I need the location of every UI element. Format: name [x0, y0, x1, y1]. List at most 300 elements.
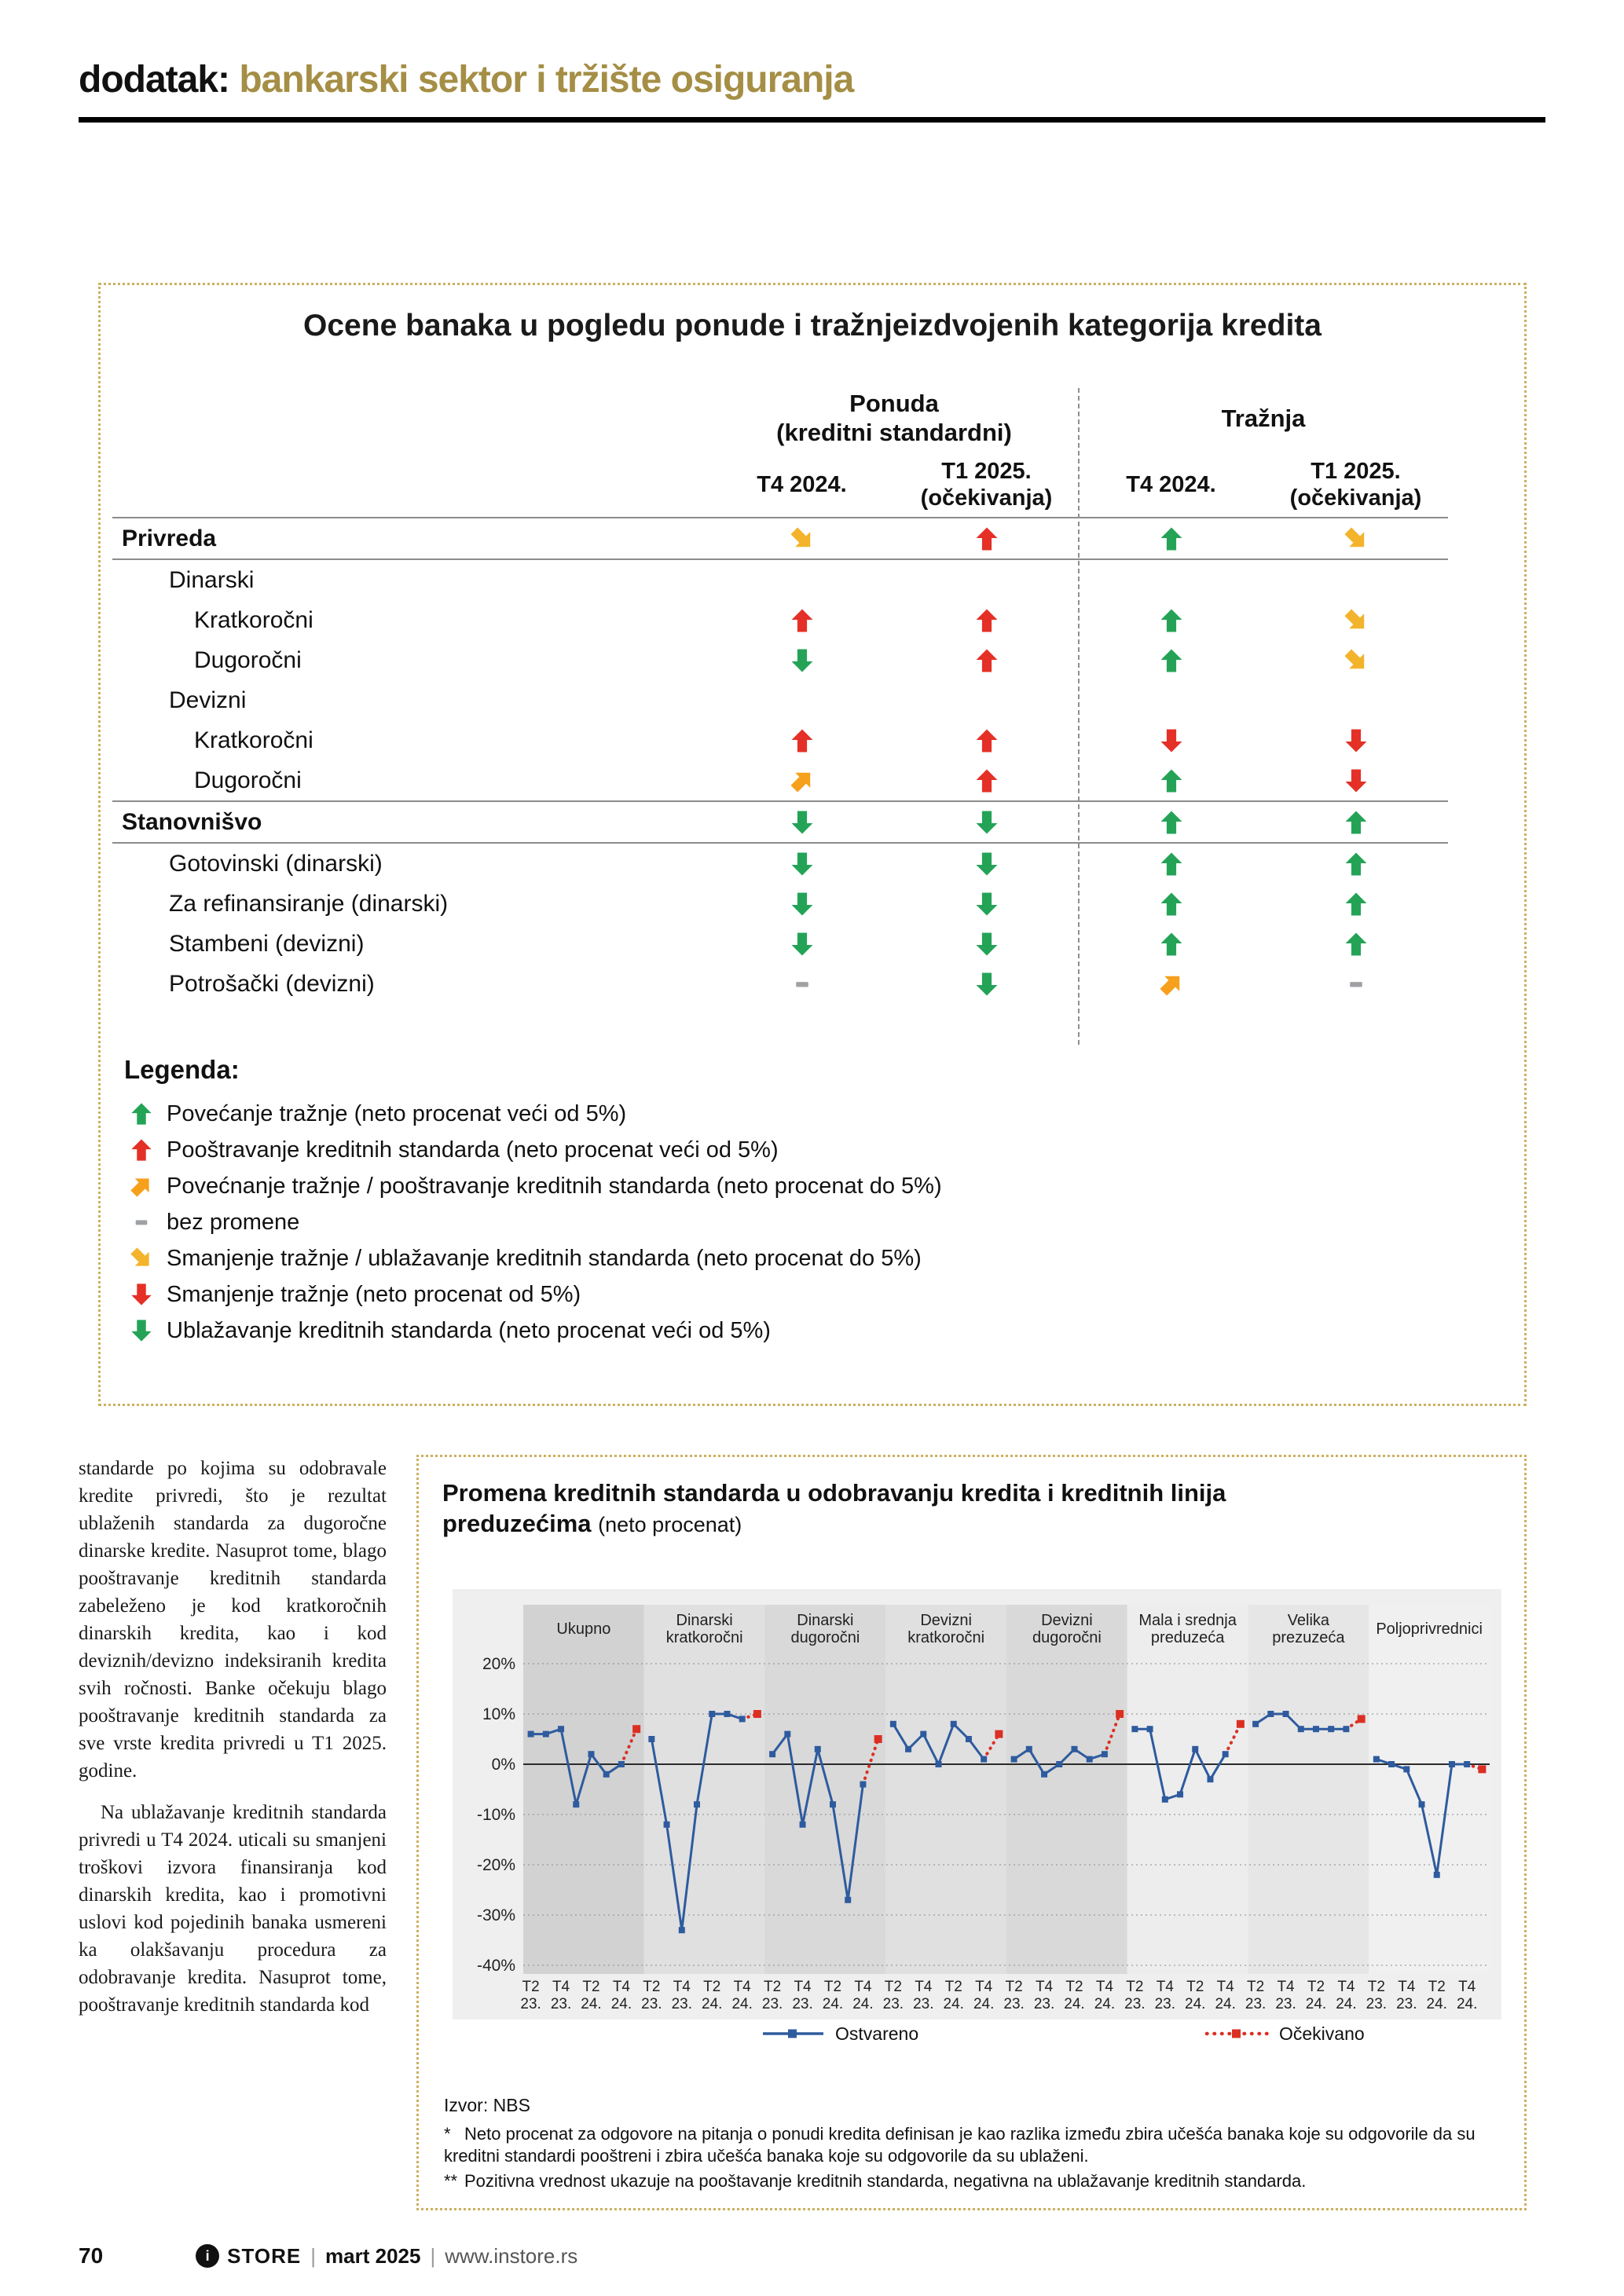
- series-actual-marker: [966, 1736, 972, 1742]
- series-actual-marker: [543, 1731, 549, 1738]
- rating-cell-se-yellow: [1263, 647, 1448, 674]
- dash-icon: [789, 971, 816, 998]
- x-axis-label: 23.: [520, 1996, 541, 2012]
- rating-cell-up-green: [1263, 931, 1448, 958]
- legend-text: Smanjenje tražnje (neto procenat od 5%): [167, 1281, 581, 1307]
- se-yellow-arrow-icon: [129, 1246, 154, 1271]
- ratings-table: [112, 383, 1448, 1004]
- series-actual-marker: [1131, 1726, 1138, 1732]
- series-actual-marker: [784, 1731, 790, 1738]
- x-axis-label: T4: [552, 1979, 570, 1995]
- down-red-arrow-icon: [1343, 767, 1369, 794]
- x-axis-label: 24.: [1185, 1996, 1206, 2012]
- series-actual-marker: [815, 1746, 821, 1752]
- legend-icon-wrap: [124, 1246, 159, 1271]
- x-axis-label: 24.: [943, 1996, 964, 2012]
- legend-text: Povećnanje tražnje / pooštravanje kreditnih standarda (neto procenat do 5%): [167, 1173, 942, 1199]
- x-axis-label: 24.: [1094, 1996, 1116, 2012]
- up-green-arrow-icon: [1158, 931, 1185, 958]
- chart-panel: [644, 1605, 765, 1974]
- down-green-arrow-icon: [973, 931, 1000, 958]
- up-red-arrow-icon: [789, 607, 816, 634]
- y-axis-label: 10%: [482, 1705, 515, 1723]
- x-axis-label: 24.: [852, 1996, 874, 2012]
- panel-label: Devizni: [1041, 1612, 1093, 1629]
- table-row-stambeni-devizni: [112, 924, 1448, 964]
- chart-panel: [1369, 1605, 1490, 1974]
- ratings-table-body: [112, 517, 1448, 1004]
- rating-cell-down-green: [894, 891, 1079, 917]
- row-label: Dugoročni: [194, 646, 302, 673]
- row-label: Devizni: [169, 687, 247, 713]
- up-red-arrow-icon: [789, 727, 816, 754]
- chart-panel: [1248, 1605, 1369, 1974]
- rating-cell-up-green: [1263, 851, 1448, 877]
- row-label: Dinarski: [169, 566, 255, 593]
- series-actual-marker: [936, 1761, 942, 1767]
- legend-icon-wrap: [124, 1101, 159, 1126]
- x-axis-label: T4: [1458, 1979, 1476, 1995]
- series-actual-marker: [709, 1711, 715, 1717]
- series-actual-marker: [664, 1822, 670, 1828]
- x-axis-label: 23.: [1396, 1996, 1417, 2012]
- x-axis-label: T2: [703, 1979, 721, 1995]
- x-axis-label: T4: [1095, 1979, 1114, 1995]
- chart-panel: [885, 1605, 1006, 1974]
- series-actual-marker: [1328, 1726, 1334, 1732]
- article-paragraph: standarde po kojima su odobravale kredite privredi, što je rezultat ublaženih standarda za dugoročne dinarske kredite. Nasuprot tome, blago pooštravanje kreditnih standarda zabeleženo je kod kratkoročnih dinarskih kredita, kao i kod deviznih/devizno indeksiranih kredita svih ročnosti. Banke očekuju blago pooštravanje kreditnih standarda za sve vrste kredita privredi u T1 2025. godine.: [79, 1458, 387, 1782]
- x-axis-label: T2: [1428, 1979, 1446, 1995]
- y-axis-label: -30%: [476, 1906, 515, 1924]
- rating-cell-up-red: [709, 607, 894, 634]
- rating-cell-down-red: [1079, 727, 1263, 754]
- up-red-arrow-icon: [973, 767, 1000, 794]
- series-actual-marker: [769, 1751, 775, 1757]
- chart-panel: [523, 1605, 644, 1974]
- series-actual-marker: [981, 1756, 987, 1763]
- series-actual-marker: [1162, 1796, 1168, 1803]
- footer-separator: |: [430, 2243, 436, 2268]
- panel-label: Devizni: [920, 1612, 972, 1629]
- series-actual-marker: [1388, 1761, 1395, 1767]
- table-row-dugoro-ni: [112, 760, 1448, 800]
- series-actual-marker: [920, 1731, 926, 1738]
- series-actual-marker: [1267, 1711, 1274, 1717]
- series-actual-marker: [1419, 1801, 1425, 1807]
- series-actual-marker: [951, 1721, 957, 1727]
- series-actual-marker: [1026, 1746, 1032, 1752]
- x-axis-label: T4: [1216, 1979, 1234, 1995]
- panel-label: kratkoročni: [665, 1629, 743, 1646]
- rating-cell-up-green: [1079, 931, 1263, 958]
- x-axis-label: 24.: [822, 1996, 844, 2012]
- panel-label: Dinarski: [797, 1612, 854, 1629]
- rating-cell-down-green: [709, 891, 894, 917]
- x-axis-label: T4: [1398, 1979, 1416, 1995]
- row-label: Kratkoročni: [194, 606, 313, 633]
- series-actual-marker: [1313, 1726, 1319, 1732]
- series-actual-marker: [1403, 1766, 1410, 1772]
- table-row-kratkoro-ni: [112, 600, 1448, 640]
- x-axis-label: T2: [1367, 1979, 1385, 1995]
- x-axis-label: T4: [1156, 1979, 1174, 1995]
- x-axis-label: T2: [522, 1979, 540, 1995]
- row-label: Potrošački (devizni): [169, 970, 375, 997]
- rating-cell-up-green: [1079, 809, 1263, 836]
- table-row-dinarski: [112, 560, 1448, 600]
- legend-icon-wrap: [124, 1318, 159, 1343]
- x-axis-label: T2: [1065, 1979, 1083, 1995]
- down-green-arrow-icon: [973, 809, 1000, 836]
- section-heading: [79, 58, 1545, 101]
- rating-cell-se-yellow: [1263, 525, 1448, 552]
- x-axis-label: 23.: [792, 1996, 813, 2012]
- x-axis-label: T4: [975, 1979, 993, 1995]
- series-actual-marker: [1147, 1726, 1153, 1732]
- chart-title: Promena kreditnih standarda u odobravanju kredita i kreditnih linija preduzećima (neto procenat): [442, 1479, 1226, 1537]
- x-axis-label: 24.: [581, 1996, 602, 2012]
- row-label: Dugoročni: [194, 767, 302, 793]
- x-axis-label: 23.: [1366, 1996, 1388, 2012]
- rating-cell-se-yellow: [1263, 607, 1448, 634]
- series-actual-marker: [800, 1822, 806, 1828]
- down-green-arrow-icon: [129, 1318, 154, 1343]
- footnote: * Neto procenat za odgovore na pitanja o ponudi kredita definisan je kao razlika između zbira učešća banaka koje su odgovorile da su kreditni standardi pooštreni i zbira učešća banaka koje su odgovorile da su ublaženi.: [444, 2124, 1476, 2166]
- down-red-arrow-icon: [129, 1282, 154, 1307]
- x-axis-label: T4: [794, 1979, 812, 1995]
- up-green-arrow-icon: [1343, 891, 1369, 917]
- row-label: Gotovinski (dinarski): [169, 850, 383, 877]
- column-divider: [1078, 388, 1080, 1045]
- rating-cell-down-green: [894, 851, 1079, 877]
- series-actual-marker: [1041, 1771, 1047, 1778]
- legend-item-down-green: [124, 1313, 942, 1349]
- up-green-arrow-icon: [1343, 809, 1369, 836]
- legend-icon-wrap: [124, 1282, 159, 1307]
- rating-cell-up-green: [1079, 607, 1263, 634]
- down-green-arrow-icon: [973, 851, 1000, 877]
- y-axis-label: 20%: [482, 1655, 515, 1673]
- legend-item-up-red: [124, 1132, 942, 1168]
- rating-cell-down-red: [1263, 767, 1448, 794]
- table-row-kratkoro-ni: [112, 720, 1448, 760]
- panel-label: Ukupno: [556, 1620, 611, 1638]
- series-actual-marker: [1298, 1726, 1304, 1732]
- x-axis-label: 23.: [1154, 1996, 1176, 2012]
- x-axis-label: 24.: [1426, 1996, 1447, 2012]
- up-green-arrow-icon: [1158, 607, 1185, 634]
- se-yellow-arrow-icon: [1343, 647, 1369, 674]
- series-expected-marker: [1116, 1710, 1124, 1718]
- series-actual-marker: [694, 1801, 700, 1807]
- page-footer: [79, 2243, 577, 2269]
- rating-cell-down-green: [894, 971, 1079, 998]
- panel-label: Dinarski: [676, 1612, 733, 1629]
- rating-cell-dash: [1263, 971, 1448, 998]
- down-red-arrow-icon: [1343, 727, 1369, 754]
- up-green-arrow-icon: [1158, 851, 1185, 877]
- up-green-arrow-icon: [1343, 931, 1369, 958]
- y-axis-label: -10%: [476, 1806, 515, 1824]
- x-axis-label: 24.: [731, 1996, 753, 2012]
- x-axis-label: 23.: [1124, 1996, 1146, 2012]
- series-actual-marker: [573, 1801, 579, 1807]
- x-axis-label: 23.: [1275, 1996, 1296, 2012]
- series-actual-marker: [588, 1751, 594, 1757]
- x-axis-label: T2: [944, 1979, 962, 1995]
- rating-cell-up-green: [1263, 891, 1448, 917]
- series-actual-marker: [1102, 1751, 1108, 1757]
- rating-cell-up-red: [894, 525, 1079, 552]
- series-actual-marker: [679, 1927, 685, 1933]
- ne-orange-arrow-icon: [129, 1174, 154, 1199]
- footer-separator: |: [310, 2243, 317, 2268]
- column-header: T1 2025. (očekivanja): [920, 459, 1053, 511]
- down-green-arrow-icon: [789, 647, 816, 674]
- page-number: 70: [79, 2243, 104, 2268]
- chart-panel: [765, 1605, 886, 1974]
- series-actual-marker: [1056, 1761, 1062, 1767]
- rating-cell-down-red: [1263, 727, 1448, 754]
- bank-ratings-box: [98, 283, 1527, 1406]
- x-axis-label: 23.: [913, 1996, 934, 2012]
- up-green-arrow-icon: [1158, 891, 1185, 917]
- rating-cell-ne-orange: [1079, 971, 1263, 998]
- page-header: [79, 58, 1545, 123]
- table-row-potro-a-ki-devizni: [112, 964, 1448, 1004]
- legend-items: [124, 1096, 942, 1349]
- panel-label: Velika: [1287, 1612, 1330, 1629]
- section-title: bankarski sektor i tržište osiguranja: [239, 59, 854, 101]
- up-red-arrow-icon: [973, 525, 1000, 552]
- chart-panel: [1006, 1605, 1127, 1974]
- up-green-arrow-icon: [1158, 525, 1185, 552]
- legend-item-down-red: [124, 1276, 942, 1313]
- panel-label: preduzeća: [1150, 1629, 1225, 1646]
- x-axis-label: T4: [612, 1979, 631, 1995]
- x-axis-label: T2: [582, 1979, 600, 1995]
- website-url: www.instore.rs: [445, 2243, 578, 2268]
- rating-cell-se-yellow: [709, 525, 894, 552]
- rating-cell-down-green: [709, 809, 894, 836]
- rating-cell-up-red: [894, 647, 1079, 674]
- up-red-arrow-icon: [973, 647, 1000, 674]
- x-axis-label: 24.: [1064, 1996, 1085, 2012]
- row-label: Za refinansiranje (dinarski): [169, 890, 449, 917]
- legend-expected-marker: [1232, 2030, 1241, 2038]
- x-axis-label: T4: [733, 1979, 751, 1995]
- up-red-arrow-icon: [129, 1137, 154, 1163]
- down-green-arrow-icon: [973, 971, 1000, 998]
- series-actual-marker: [1207, 1776, 1213, 1782]
- x-axis-label: 24.: [973, 1996, 995, 2012]
- x-axis-label: 23.: [1003, 1996, 1025, 2012]
- se-yellow-arrow-icon: [1343, 607, 1369, 634]
- legend-item-se-yellow: [124, 1240, 942, 1276]
- panel-label: dugoročni: [790, 1629, 860, 1646]
- group-header-row: [112, 383, 1448, 452]
- rating-cell-up-red: [894, 727, 1079, 754]
- group-header-ponuda: Ponuda (kreditni standardni): [776, 390, 1012, 446]
- down-green-arrow-icon: [789, 891, 816, 917]
- x-axis-label: 23.: [882, 1996, 904, 2012]
- legend-icon-wrap: [124, 1174, 159, 1199]
- row-label: Kratkoročni: [194, 727, 313, 753]
- dash-icon: [1343, 971, 1369, 998]
- x-axis-label: 24.: [702, 1996, 723, 2012]
- series-actual-marker: [890, 1721, 896, 1727]
- panel-label: Poljoprivrednici: [1376, 1620, 1483, 1638]
- sub-header-row: [112, 452, 1448, 517]
- table-row-dugoro-ni: [112, 640, 1448, 680]
- x-axis-label: 23.: [550, 1996, 572, 2012]
- chart-panel: [1127, 1605, 1248, 1974]
- series-actual-marker: [1252, 1721, 1259, 1727]
- column-header: T4 2024.: [1126, 472, 1216, 497]
- series-actual-marker: [739, 1716, 746, 1722]
- rating-cell-dash: [709, 971, 894, 998]
- table-row-privreda: [112, 518, 1448, 558]
- series-actual-marker: [724, 1711, 730, 1717]
- panel-label: kratkoročni: [907, 1629, 985, 1646]
- credit-standards-chart: [433, 1558, 1513, 2049]
- x-axis-label: T4: [1277, 1979, 1295, 1995]
- article-paragraph: Na ublažavanje kreditnih standarda privredi u T4 2024. uticali su smanjeni troškovi izvora finansiranja kod dinarskih kredita, kao i promotivni uslovi kod pojedinih banaka usmereni ka olakšavanju procedura za odobravanje kredita. Nasuprot tome, pooštravanje kreditnih standarda kod: [79, 1802, 387, 2016]
- section-prefix: dodatak:: [79, 59, 230, 101]
- panel-label: Mala i srednja: [1138, 1612, 1237, 1629]
- series-actual-marker: [1343, 1726, 1349, 1732]
- down-green-arrow-icon: [789, 809, 816, 836]
- series-actual-marker: [603, 1771, 610, 1778]
- legend-text: Smanjenje tražnje / ublažavanje kreditnih standarda (neto procenat do 5%): [167, 1245, 922, 1271]
- series-actual-marker: [830, 1801, 836, 1807]
- x-axis-label: T2: [643, 1979, 661, 1995]
- series-actual-marker: [905, 1746, 911, 1752]
- footnote: ** Pozitivna vrednost ukazuje na pooštavanje kreditnih standarda, negativna na ublažavanje kreditnih standarda.: [444, 2171, 1307, 2191]
- x-axis-label: T2: [1005, 1979, 1023, 1995]
- table-row-stanovni-vo: [112, 802, 1448, 842]
- down-green-arrow-icon: [789, 931, 816, 958]
- rating-cell-up-green: [1263, 809, 1448, 836]
- series-actual-marker: [528, 1731, 534, 1738]
- rating-cell-down-green: [894, 931, 1079, 958]
- se-yellow-arrow-icon: [789, 525, 816, 552]
- x-axis-label: T2: [884, 1979, 902, 1995]
- row-label: Stanovnišvo: [122, 808, 262, 835]
- series-expected-marker: [753, 1710, 761, 1718]
- legend-text: Pooštravanje kreditnih standarda (neto procenat veći od 5%): [167, 1137, 779, 1163]
- x-axis-label: T4: [1337, 1979, 1355, 1995]
- x-axis-label: 24.: [610, 1996, 632, 2012]
- x-axis-label: T4: [673, 1979, 691, 1995]
- rating-cell-up-red: [894, 767, 1079, 794]
- x-axis-label: T4: [854, 1979, 872, 1995]
- x-axis-label: T4: [915, 1979, 933, 1995]
- legend-actual-marker: [788, 2030, 797, 2038]
- x-axis-label: 23.: [671, 1996, 693, 2012]
- series-actual-marker: [1464, 1761, 1470, 1767]
- series-expected-marker: [1358, 1715, 1366, 1723]
- row-label: Stambeni (devizni): [169, 930, 365, 957]
- x-axis-label: 24.: [1456, 1996, 1478, 2012]
- x-axis-label: T2: [1247, 1979, 1265, 1995]
- rating-cell-up-green: [1079, 647, 1263, 674]
- legend-actual-label: Ostvareno: [835, 2023, 919, 2044]
- up-green-arrow-icon: [129, 1101, 154, 1126]
- x-axis-label: T2: [764, 1979, 782, 1995]
- up-green-arrow-icon: [1158, 767, 1185, 794]
- legend-text: Povećanje tražnje (neto procenat veći od 5%): [167, 1100, 627, 1126]
- series-actual-marker: [1087, 1756, 1093, 1763]
- x-axis-label: 23.: [1033, 1996, 1055, 2012]
- panel-label: dugoročni: [1032, 1629, 1102, 1646]
- x-axis-label: 23.: [641, 1996, 662, 2012]
- rating-cell-up-green: [1079, 767, 1263, 794]
- series-actual-marker: [1011, 1756, 1017, 1763]
- rating-cell-up-red: [709, 727, 894, 754]
- series-actual-marker: [1449, 1761, 1455, 1767]
- brand-name: STORE: [227, 2243, 302, 2268]
- series-actual-marker: [558, 1726, 564, 1732]
- chart-box: [416, 1455, 1527, 2210]
- series-actual-marker: [1177, 1791, 1183, 1797]
- ratings-box-title: Ocene banaka u pogledu ponude i tražnjeizdvojenih kategorija kredita: [303, 309, 1322, 342]
- group-header-traznja: Tražnja: [1221, 404, 1306, 432]
- series-actual-marker: [860, 1782, 866, 1788]
- x-axis-label: T4: [1035, 1979, 1054, 1995]
- series-actual-marker: [1223, 1751, 1229, 1757]
- up-green-arrow-icon: [1158, 647, 1185, 674]
- down-green-arrow-icon: [789, 851, 816, 877]
- row-label: Privreda: [122, 525, 217, 551]
- rating-cell-up-green: [1079, 851, 1263, 877]
- up-green-arrow-icon: [1343, 851, 1369, 877]
- up-red-arrow-icon: [973, 727, 1000, 754]
- issue-date: mart 2025: [325, 2243, 421, 2268]
- series-actual-marker: [1434, 1872, 1440, 1878]
- se-yellow-arrow-icon: [1343, 525, 1369, 552]
- chart-footnotes: [444, 2123, 1501, 2195]
- rating-cell-up-green: [1079, 891, 1263, 917]
- table-row-gotovinski-dinarski: [112, 844, 1448, 884]
- table-row-devizni: [112, 680, 1448, 720]
- series-actual-marker: [1373, 1756, 1380, 1763]
- column-header: T1 2025. (očekivanja): [1289, 459, 1422, 511]
- down-green-arrow-icon: [973, 891, 1000, 917]
- x-axis-label: 23.: [761, 1996, 783, 2012]
- x-axis-label: T2: [1307, 1979, 1325, 1995]
- legend-expected-label: Očekivano: [1279, 2023, 1365, 2044]
- chart-source: Izvor: NBS: [444, 2095, 530, 2115]
- down-red-arrow-icon: [1158, 727, 1185, 754]
- rating-cell-down-green: [709, 647, 894, 674]
- x-axis-label: 24.: [1305, 1996, 1327, 2012]
- legend: [124, 1055, 942, 1349]
- x-axis-label: 23.: [1245, 1996, 1267, 2012]
- y-axis-label: -40%: [476, 1957, 515, 1975]
- series-actual-marker: [1071, 1746, 1077, 1752]
- up-green-arrow-icon: [1158, 809, 1185, 836]
- y-axis-label: -20%: [476, 1856, 515, 1874]
- x-axis-label: T2: [823, 1979, 842, 1995]
- column-header: T4 2024.: [757, 472, 847, 497]
- table-row-za-refinansiranje-dinarski: [112, 884, 1448, 924]
- dash-icon: [129, 1210, 154, 1235]
- rating-cell-down-green: [709, 851, 894, 877]
- legend-item-dash: [124, 1204, 942, 1240]
- rating-cell-down-green: [709, 931, 894, 958]
- legend-icon-wrap: [124, 1210, 159, 1235]
